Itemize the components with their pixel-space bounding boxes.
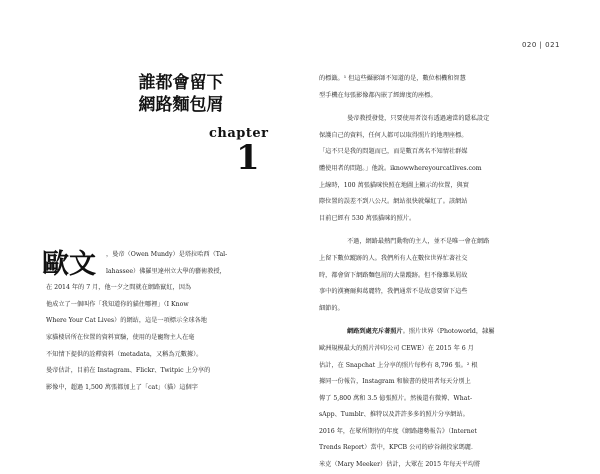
page-number: 020 | 021 — [521, 41, 560, 49]
text-line: 時，都會留下網路麵包屑的大量蹤跡。但不像難果屑故 — [319, 271, 468, 279]
text-line: 不知情下提供的詮釋資料（metadata，又稱為元數據）。 — [46, 350, 203, 358]
text-line: 事中的漢賽爾與葛麗特，我們通常不是故意要留下這些 — [319, 288, 468, 296]
chapter-title — [96, 72, 266, 116]
text-span: 。照片世界（Photoworld，隸屬 — [402, 328, 495, 336]
text-line: 曼帝教授發覺，只要使用者沒有透過適當的隱私設定 — [347, 115, 490, 123]
paragraph — [319, 324, 557, 473]
text-line: Where Your Cat Lives）的網站，這是一項標示全球各地 — [46, 317, 207, 325]
text-line: 影像中，超過 1,500 萬張都加上了「cat」（貓）這個字 — [46, 383, 198, 391]
text-line: Trends Report）當中，KPCB 公司的矽谷創投家瑪麗． — [319, 444, 478, 452]
right-body-text — [319, 71, 557, 474]
paragraph — [319, 111, 557, 227]
paragraph — [319, 234, 557, 317]
text-line: 在 2014 年的 7 月，他一夕之間就在網路竄紅，因為 — [46, 284, 192, 292]
text-line: 保護自己的資料，任何人都可以取得照片的地理座標。 — [319, 131, 468, 139]
text-line: 曼帝估計，目前在 Instagram、Flickr、Twitpic 上分享的 — [46, 367, 211, 375]
paragraph — [319, 71, 557, 104]
text-line: 他成立了一個叫作「我知道你的貓住哪裡」（I Know — [46, 300, 189, 308]
text-line: 型手機在每張影像都內嵌了經緯度的座標。 — [319, 91, 437, 99]
text-line: 際位置的誤差不到八公尺。網站很快就爆紅了。該網站 — [319, 198, 468, 206]
chapter-title-line: 誰都會留下 — [138, 73, 224, 93]
text-line: 體使用者的問題。」他說。iknowwhereyourcatlives.com — [319, 164, 482, 172]
text-line: 「這不只是我的問題而已，而是數百萬名不知情社群媒 — [319, 148, 468, 156]
left-body-text — [42, 247, 284, 396]
text-line: 目前已經有 530 萬張貓咪的照片。 — [319, 214, 416, 222]
text-line: 的標籤。¹ 但這些攝影師不知道的是，數位相機和智慧 — [319, 75, 466, 82]
text-line: 不過，網路最熱門動物的主人，並不是唯一會在網路 — [347, 238, 490, 246]
chapter-label: chapter — [209, 126, 269, 141]
text-line — [319, 324, 557, 341]
text-line: ，曼帝（Owen Mundy）是塔拉哈西（Tal- — [106, 251, 228, 258]
text-line: 家貓棲居所在位置的資料實驗，使用的是寵物主人在毫 — [46, 333, 195, 341]
chapter-number: 1 — [236, 138, 260, 178]
text-line: 估計，在 Snapchat 上分享的照片每秒有 8,796 張。² 根 — [319, 361, 478, 369]
drop-cap: 歐文 — [42, 249, 96, 280]
text-line: 細節的。 — [319, 304, 344, 312]
text-line: 歐洲規模最大的照片沖印公司 CEWE）在 2015 年 6 月 — [319, 344, 474, 352]
chapter-title-line: 網路麵包屑 — [138, 95, 224, 115]
text-line: 上線時，100 萬張貓咪快照在地圖上顯示的位置，與實 — [319, 181, 469, 189]
text-line: 米克（Mary Meeker）估計，大眾在 2015 年每天平均將 — [319, 461, 481, 469]
bold-lead-in: 網路到處充斥著照片 — [347, 328, 403, 336]
text-line: lahassee）佛羅里達州立大學的藝術教授， — [106, 267, 226, 275]
text-line: 據同一份報告，Instagram 和臉書的使用者每天分別上 — [319, 378, 471, 386]
text-line: 2016 年，在眾所期待的年度《網路趨勢報告》（Internet — [319, 427, 477, 435]
text-line: sApp、Tumblr、推特以及許許多多的照片分享網站。 — [319, 411, 469, 419]
text-line: 傳了 5,800 萬和 3.5 億張照片。然後還有微博、What- — [319, 394, 473, 402]
text-line: 上留下數位蹤跡的人。我們所有人在數位世界忙著社交 — [319, 254, 468, 262]
